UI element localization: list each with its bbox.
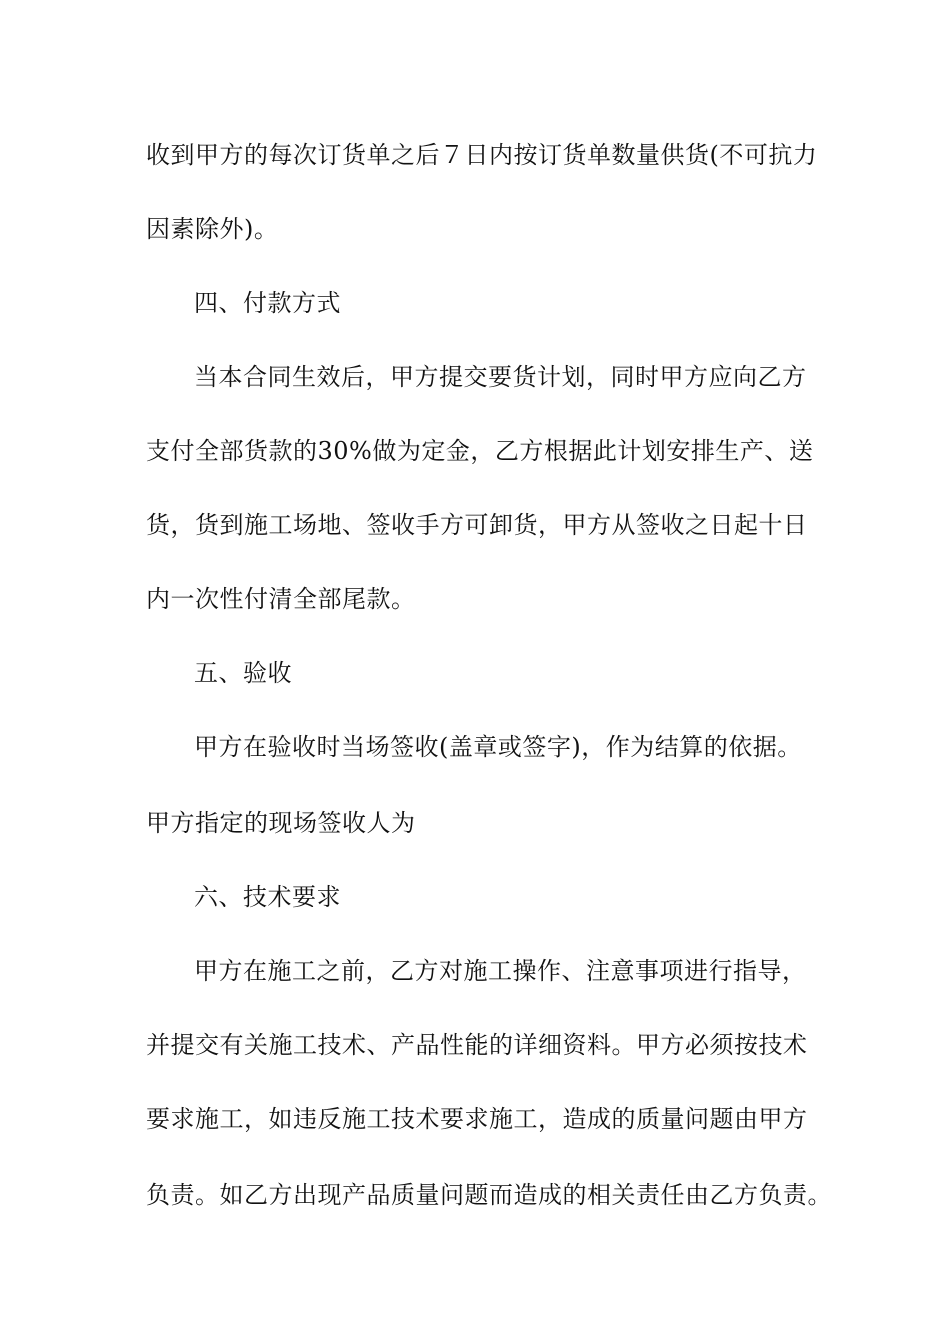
paragraph-line: 支付全部货款的30%做为定金，乙方根据此计划安排生产、送	[146, 437, 814, 465]
paragraph-line: 货，货到施工场地、签收手方可卸货，甲方从签收之日起十日	[146, 511, 808, 539]
paragraph-line: 内一次性付清全部尾款。	[146, 585, 416, 613]
section-heading-acceptance: 五、验收	[194, 659, 292, 687]
paragraph-line: 甲方指定的现场签收人为	[146, 809, 416, 837]
paragraph-line: 甲方在施工之前，乙方对施工操作、注意事项进行指导，	[194, 957, 807, 985]
paragraph-line: 因素除外)。	[146, 215, 279, 243]
paragraph-line: 负责。如乙方出现产品质量问题而造成的相关责任由乙方负责。	[146, 1181, 832, 1209]
paragraph-line: 甲方在验收时当场签收(盖章或签字)，作为结算的依据。	[194, 733, 802, 761]
paragraph-line: 收到甲方的每次订货单之后７日内按订货单数量供货(不可抗力	[146, 141, 818, 169]
paragraph-line: 要求施工，如违反施工技术要求施工，造成的质量问题由甲方	[146, 1105, 808, 1133]
section-heading-payment: 四、付款方式	[194, 289, 341, 317]
section-heading-technical: 六、技术要求	[194, 883, 341, 911]
paragraph-line: 当本合同生效后，甲方提交要货计划，同时甲方应向乙方	[194, 363, 807, 391]
paragraph-line: 并提交有关施工技术、产品性能的详细资料。甲方必须按技术	[146, 1031, 808, 1059]
